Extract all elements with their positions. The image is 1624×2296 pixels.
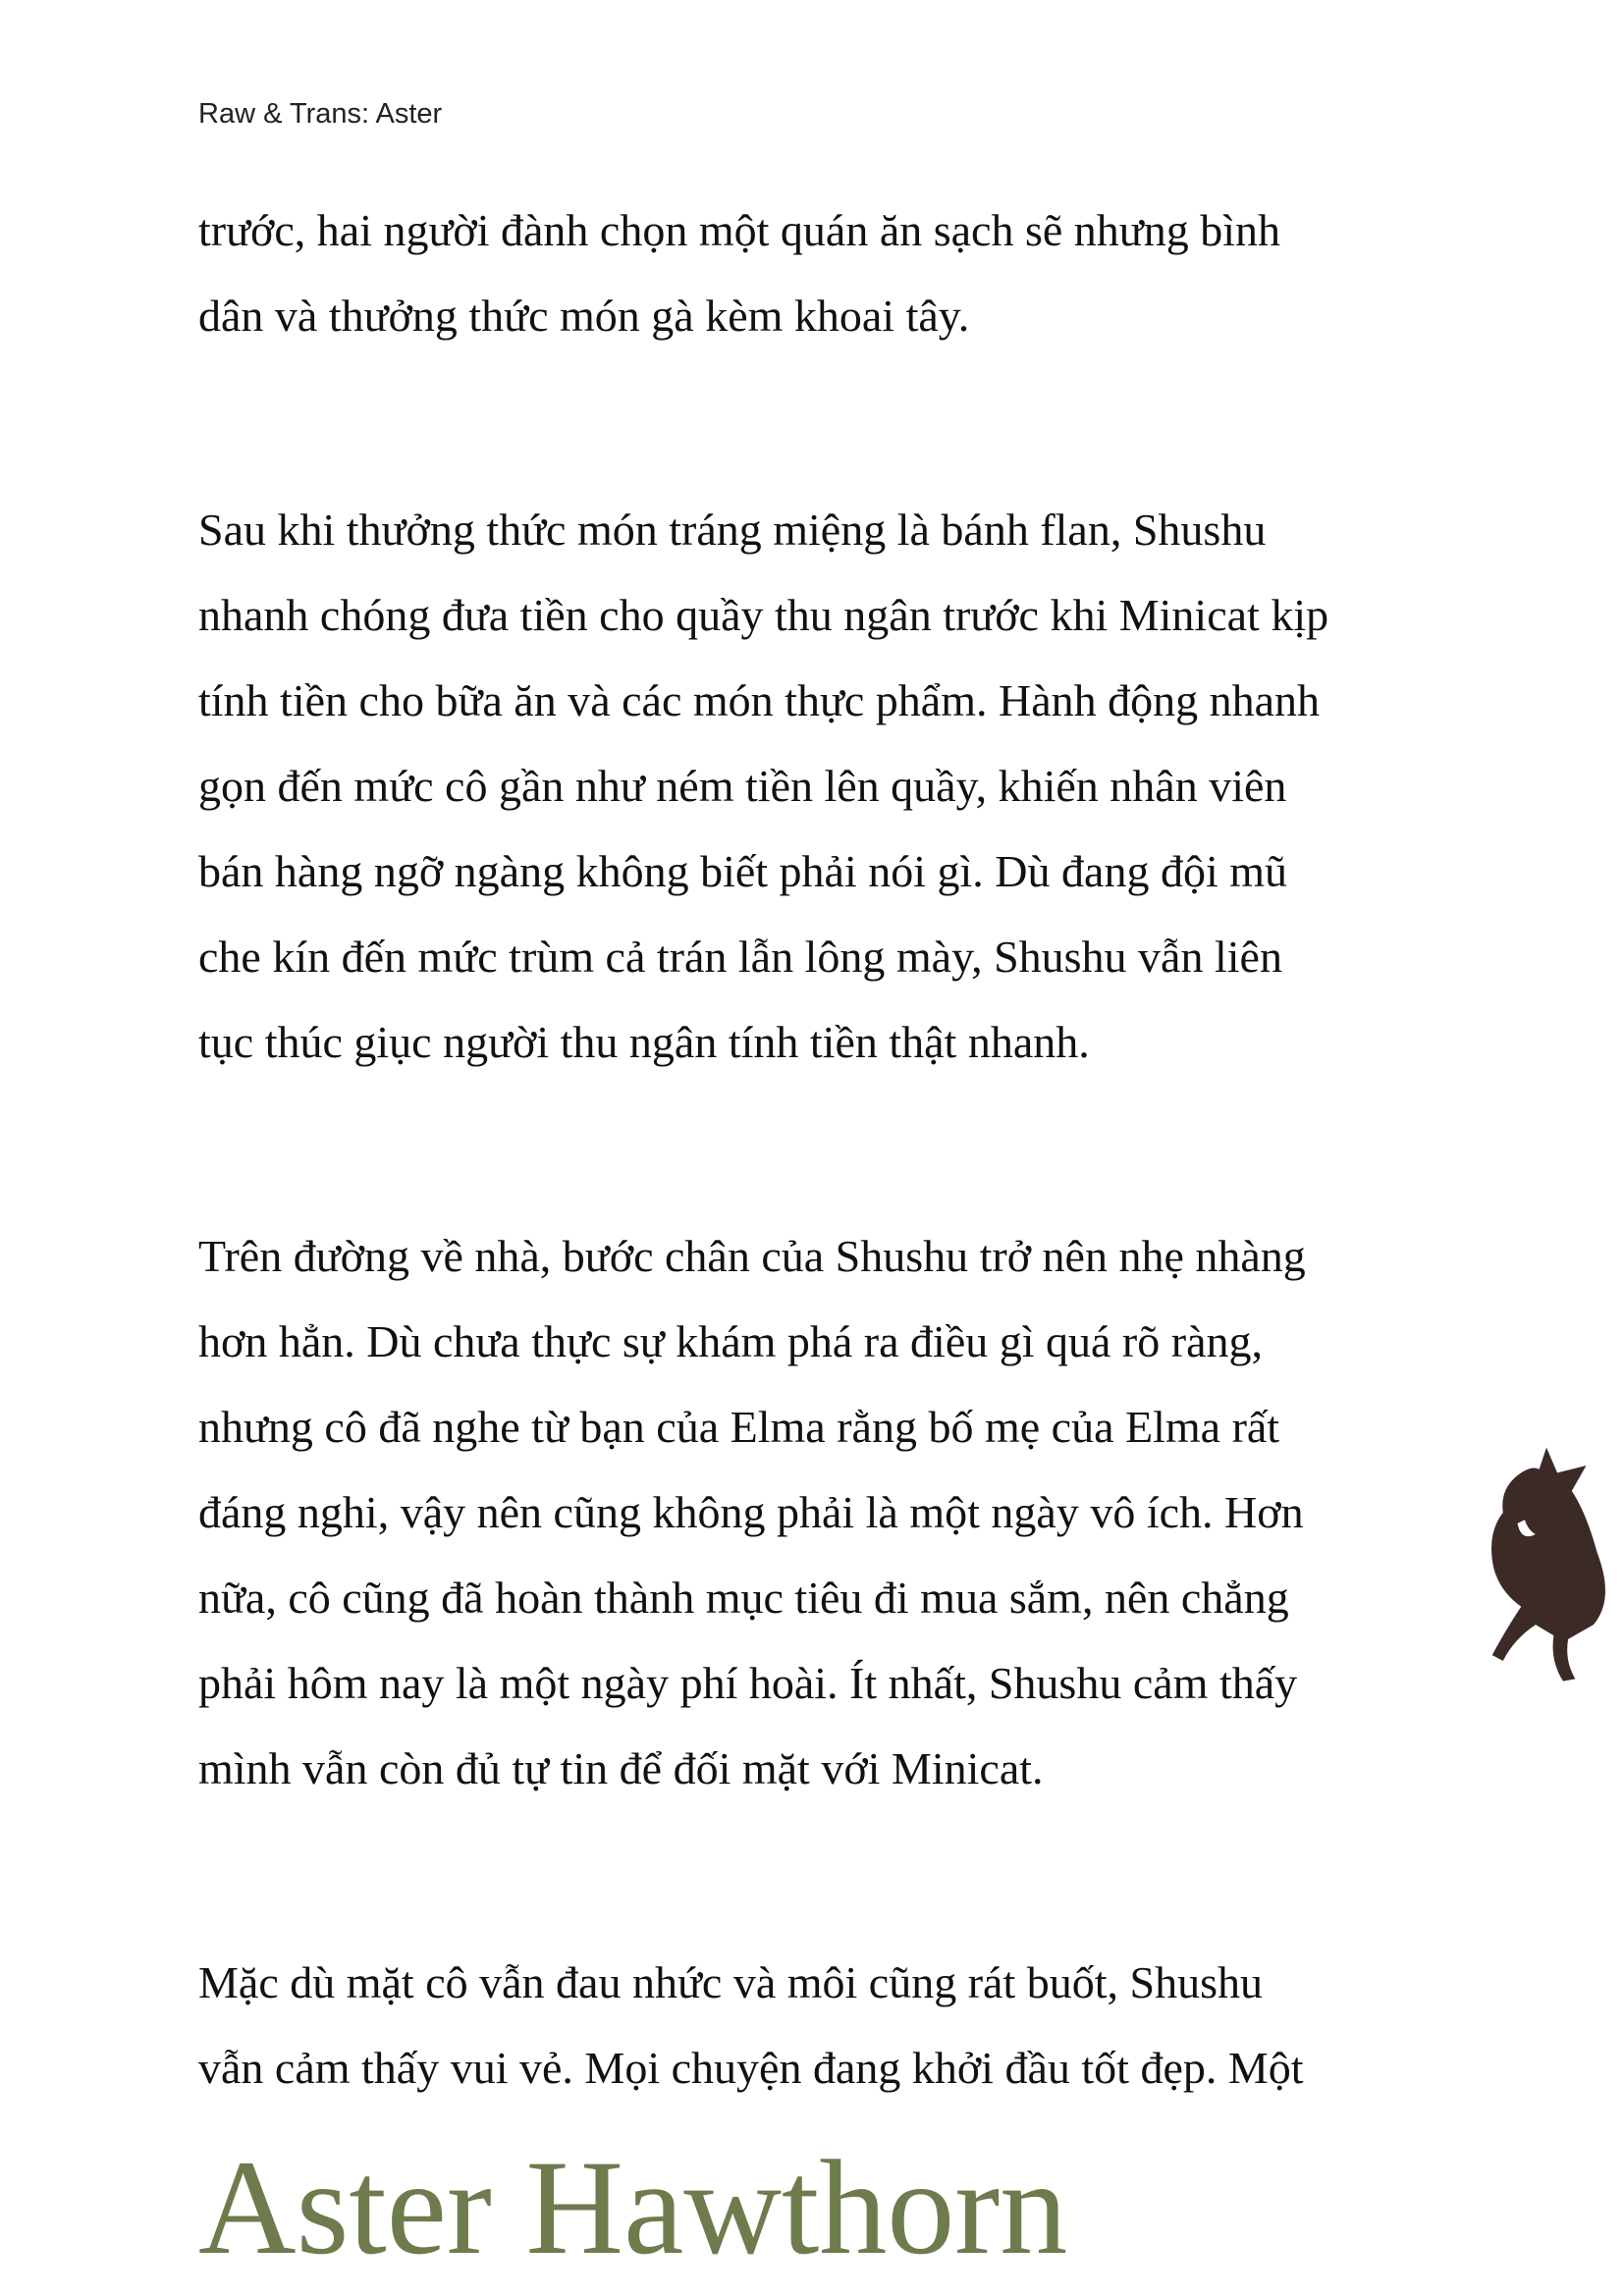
text-line: hơn hẳn. Dù chưa thực sự khám phá ra điều gì quá rõ ràng, [198,1316,1263,1366]
text-line: phải hôm nay là một ngày phí hoài. Ít nhất, Shushu cảm thấy [198,1658,1298,1708]
text-line: tục thúc giục người thu ngân tính tiền thật nhanh. [198,1017,1090,1067]
page-header: Raw & Trans: Aster [198,98,443,130]
text-line: gọn đến mức cô gần như ném tiền lên quầy, khiến nhân viên [198,761,1287,811]
text-line: tính tiền cho bữa ăn và các món thực phẩm. Hành động nhanh [198,675,1321,725]
text-line: Mặc dù mặt cô vẫn đau nhức và môi cũng rát buốt, Shushu [198,1957,1263,2007]
cat-silhouette-icon [1478,1443,1615,1683]
text-line: che kín đến mức trùm cả trán lẫn lông mày, Shushu vẫn liên [198,932,1282,982]
text-line: nữa, cô cũng đã hoàn thành mục tiêu đi mua sắm, nên chẳng [198,1573,1289,1623]
text-line: nhanh chóng đưa tiền cho quầy thu ngân trước khi Minicat kịp [198,590,1329,640]
text-line: Sau khi thưởng thức món tráng miệng là bánh flan, Shushu [198,505,1267,555]
text-line: vẫn cảm thấy vui vẻ. Mọi chuyện đang khởi đầu tốt đẹp. Một [198,2043,1304,2093]
text-line: dân và thưởng thức món gà kèm khoai tây. [198,291,970,341]
text-line: nhưng cô đã nghe từ bạn của Elma rằng bố mẹ của Elma rất [198,1402,1280,1452]
text-line: bán hàng ngỡ ngàng không biết phải nói gì. Dù đang đội mũ [198,846,1288,896]
text-line: trước, hai người đành chọn một quán ăn sạch sẽ nhưng bình [198,205,1281,255]
watermark-text: Aster Hawthorn [198,2132,1068,2282]
text-line: mình vẫn còn đủ tự tin để đối mặt với Minicat. [198,1743,1044,1793]
text-line: Trên đường về nhà, bước chân của Shushu trở nên nhẹ nhàng [198,1231,1306,1281]
text-line: đáng nghi, vậy nên cũng không phải là một ngày vô ích. Hơn [198,1487,1304,1537]
